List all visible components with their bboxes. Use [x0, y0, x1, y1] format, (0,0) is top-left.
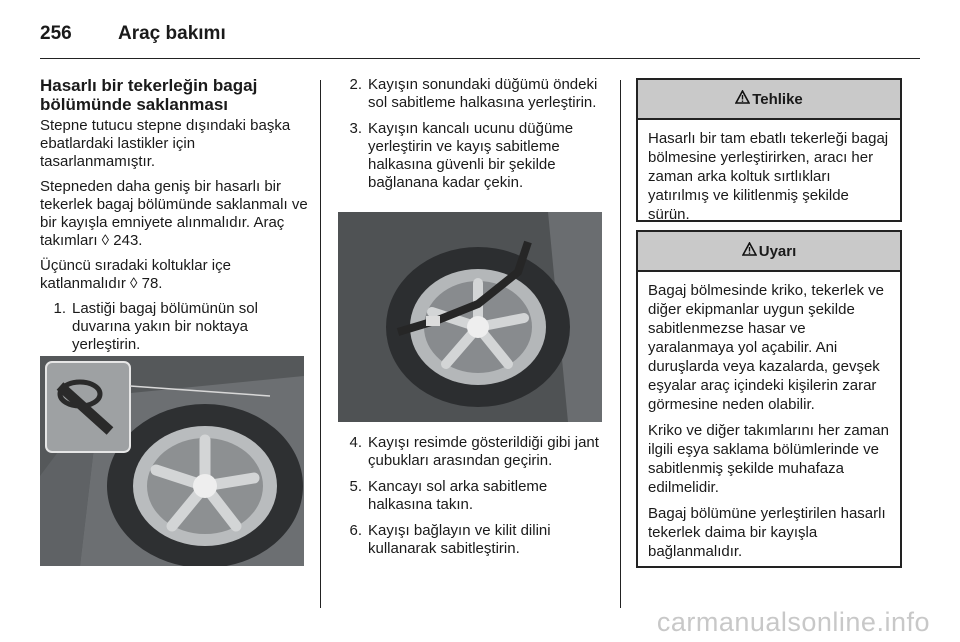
list-item: 5. Kancayı sol arka sabitleme halkasına takın.: [349, 478, 548, 513]
list-item: 3. Kayışın kancalı ucunu düğüme yerleştirin ve kayış sabitleme halkasına güvenli bir şekilde bağlanana kadar çekin.: [349, 120, 574, 191]
left-column: [40, 76, 308, 362]
list-item: 4. Kayışı resimde gösterildiği gibi jant çubukları arasından geçirin.: [349, 434, 599, 469]
warning-box-header: [638, 232, 900, 272]
list-item: 2. Kayışın sonundaki düğümü öndeki sol sabitleme halkasına yerleştirin.: [349, 76, 598, 111]
danger-box: [636, 78, 902, 222]
page-number: 256: [40, 23, 72, 44]
cross-reference[interactable]: Araç takımları ◊ 243.: [40, 214, 285, 249]
strap-illustration: [338, 212, 602, 422]
danger-text: Hasarlı bir tam ebatlı tekerleği bagaj bölmesine yerleştirirken, aracı her zaman arka koltuk sırtlıkları yatırılmış ve kilitlenmiş şekilde sürün.: [648, 130, 889, 223]
danger-title: Tehlike: [752, 90, 803, 108]
warning-box: [636, 230, 902, 568]
warning-triangle-icon: [735, 90, 750, 108]
header-rule: [40, 58, 920, 59]
watermark: carmanualsonline.info: [656, 607, 930, 637]
paragraph: Üçüncü sıradaki koltuklar içe katlanmalıdır ◊ 78.: [40, 257, 231, 292]
chapter-title: Araç bakımı: [118, 23, 226, 44]
tire-illustration: [40, 356, 304, 566]
column-divider: [320, 80, 321, 608]
middle-column: [336, 76, 606, 200]
warning-title: Uyarı: [758, 242, 797, 260]
list-item: 6. Kayışı bağlayın ve kilit dilini kullanarak sabitleştirin.: [349, 522, 551, 557]
paragraph: Stepneden daha geniş bir hasarlı bir tekerlek bagaj bölümünde saklanmalı ve bir kayışla emniyete alınmalıdır. Araç takımları ◊ 243.: [40, 178, 308, 249]
middle-column-lower: [336, 434, 606, 566]
danger-box-header: [638, 80, 900, 120]
list-item: 1. Lastiği bagaj bölümünün sol duvarına yakın bir noktaya yerleştirin.: [53, 300, 258, 353]
warning-triangle-icon: [742, 242, 757, 260]
tire-in-trunk-image: [40, 356, 304, 566]
column-divider: [620, 80, 621, 608]
warning-text: Bagaj bölmesinde kriko, tekerlek ve diğer ekipmanlar uygun şekilde sabitlenmezse hasar ve yaralanmaya yol açabilir. Ani duruşlarda veya kazalarda, gevşek eşyalar araç içindeki kişilerin zarar görmesine neden olabilir. Kriko ve diğer takımlarını her zaman ilgili eşya saklama bölümlerinde ve sabitlenmiş şekilde muhafaza edilmelidir. Bagaj bölümüne yerleştirilen hasarlı tekerlek daima bir kayışla bağlanmalıdır.: [648, 282, 889, 560]
page-header: [40, 14, 226, 54]
paragraph: Stepne tutucu stepne dışındaki başka ebatlardaki lastikler için tasarlanmamıştır.: [40, 117, 291, 170]
section-heading: Hasarlı bir tekerleğin bagaj bölümünde saklanması: [40, 76, 258, 114]
tire-strap-image: [338, 212, 602, 422]
